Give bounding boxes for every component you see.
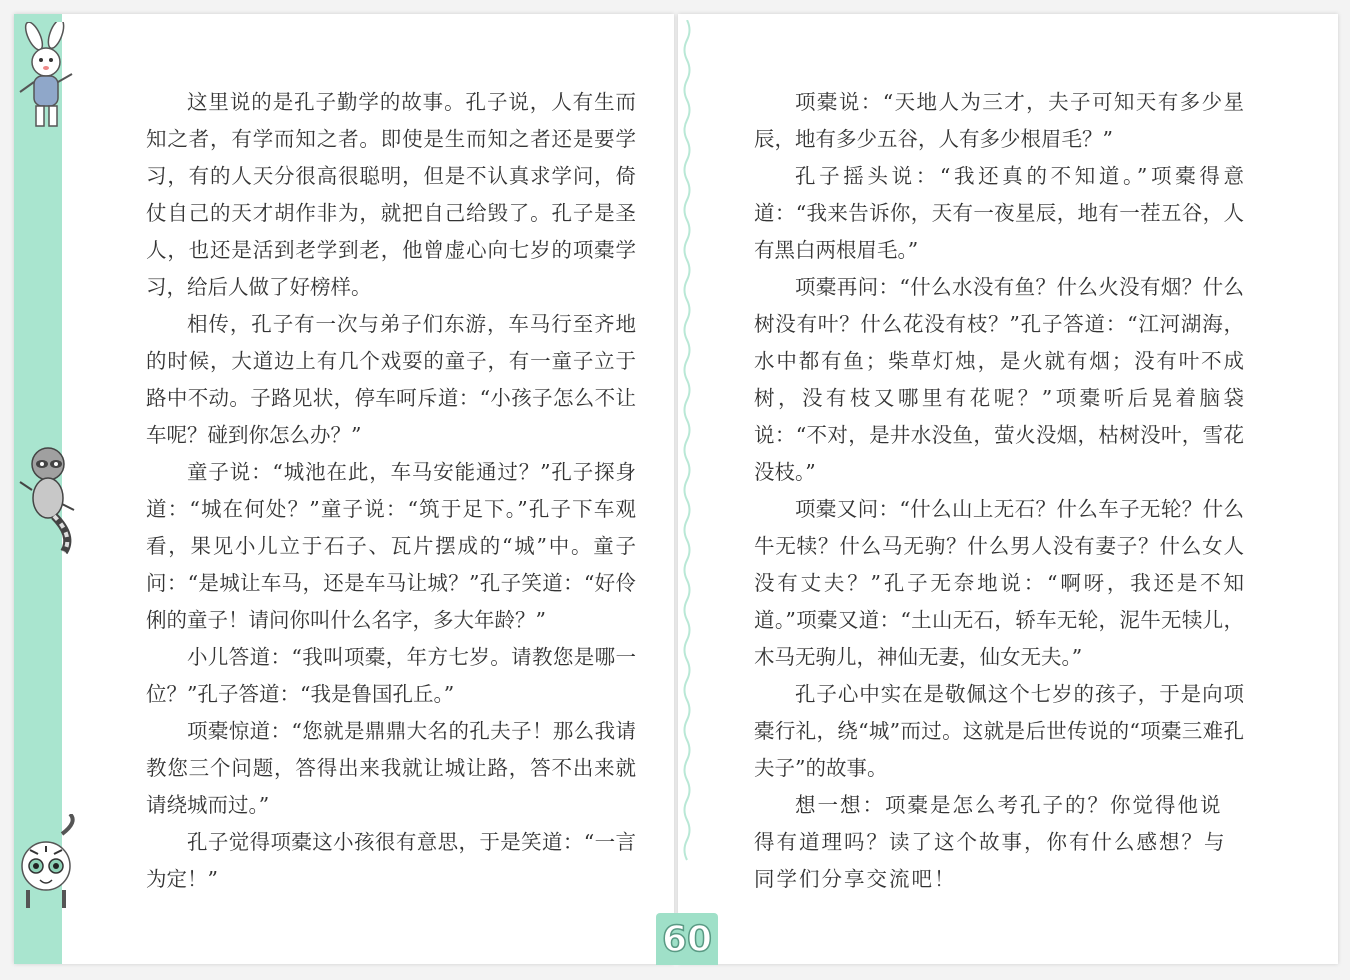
- tiger-cub-icon: [12, 814, 84, 914]
- left-paragraph: 小儿答道：“我叫项橐，年方七岁。请教您是哪一位？”孔子答道：“我是鲁国孔丘。”: [146, 645, 636, 706]
- right-paragraph: 项橐再问：“什么水没有鱼？什么火没有烟？什么树没有叶？什么花没有枝？”孔子答道：“江河湖海，水中都有鱼；柴草灯烛，是火就有烟；没有叶不成树，没有枝又哪里有花呢？”项橐听后晃着脑袋说：“不对，是井水没鱼，萤火没烟，枯树没叶，雪花没枝。”: [754, 275, 1244, 484]
- right-paragraph: 项橐说：“天地人为三才，夫子可知天有多少星辰，地有多少五谷，人有多少根眉毛？”: [754, 90, 1244, 151]
- left-paragraph: 童子说：“城池在此，车马安能通过？”孔子探身道：“城在何处？”童子说：“筑于足下。”孔子下车观看，果见小儿立于石子、瓦片摆成的“城”中。童子问：“是城让车马，还是车马让城？”孔子笑道：“好伶俐的童子！请问你叫什么名字，多大年龄？”: [146, 460, 636, 632]
- left-paragraph: 相传，孔子有一次与弟子们东游，车马行至齐地的时候，大道边上有几个戏耍的童子，有一童子立于路中不动。子路见状，停车呵斥道：“小孩子怎么不让车呢？碰到你怎么办？”: [146, 312, 636, 447]
- right-page-text: [754, 84, 1244, 787]
- right-paragraph: 孔子心中实在是敬佩这个七岁的孩子，于是向项橐行礼，绕“城”而过。这就是后世传说的“项橐三难孔夫子”的故事。: [754, 682, 1244, 780]
- left-page-text: [146, 84, 636, 898]
- right-paragraph: 项橐又问：“什么山上无石？什么车子无轮？什么牛无犊？什么马无驹？什么男人没有妻子？什么女人没有丈夫？”孔子无奈地说：“啊呀，我还是不知道。”项橐又道：“土山无石，轿车无轮，泥牛无犊儿，木马无驹儿，神仙无妻，仙女无夫。”: [754, 497, 1244, 669]
- right-paragraph: 孔子摇头说：“我还真的不知道。”项橐得意道：“我来告诉你，天有一夜星辰，地有一茬五谷，人有黑白两根眉毛。”: [754, 164, 1244, 262]
- left-paragraph: 项橐惊道：“您就是鼎鼎大名的孔夫子！那么我请教您三个问题，答得出来我就让城让路，答不出来就请绕城而过。”: [146, 719, 636, 817]
- page-number: 60: [656, 913, 718, 965]
- raccoon-icon: [14, 440, 86, 560]
- left-paragraph: 这里说的是孔子勤学的故事。孔子说，人有生而知之者，有学而知之者。即使是生而知之者还是要学习，有的人天分很高很聪明，但是不认真求学问，倚仗自己的天才胡作非为，就把自己给毁了。孔子是圣人，也还是活到老学到老，他曾虚心向七岁的项橐学习，给后人做了好榜样。: [146, 90, 636, 299]
- left-paragraph: 孔子觉得项橐这小孩很有意思，于是笑道：“一言为定！”: [146, 830, 636, 891]
- rabbit-icon: [12, 22, 84, 134]
- think-prompt: 想一想：项橐是怎么考孔子的？你觉得他说得有道理吗？读了这个故事，你有什么感想？与同学们分享交流吧！: [754, 793, 1227, 891]
- gutter-wave-divider: [680, 20, 694, 870]
